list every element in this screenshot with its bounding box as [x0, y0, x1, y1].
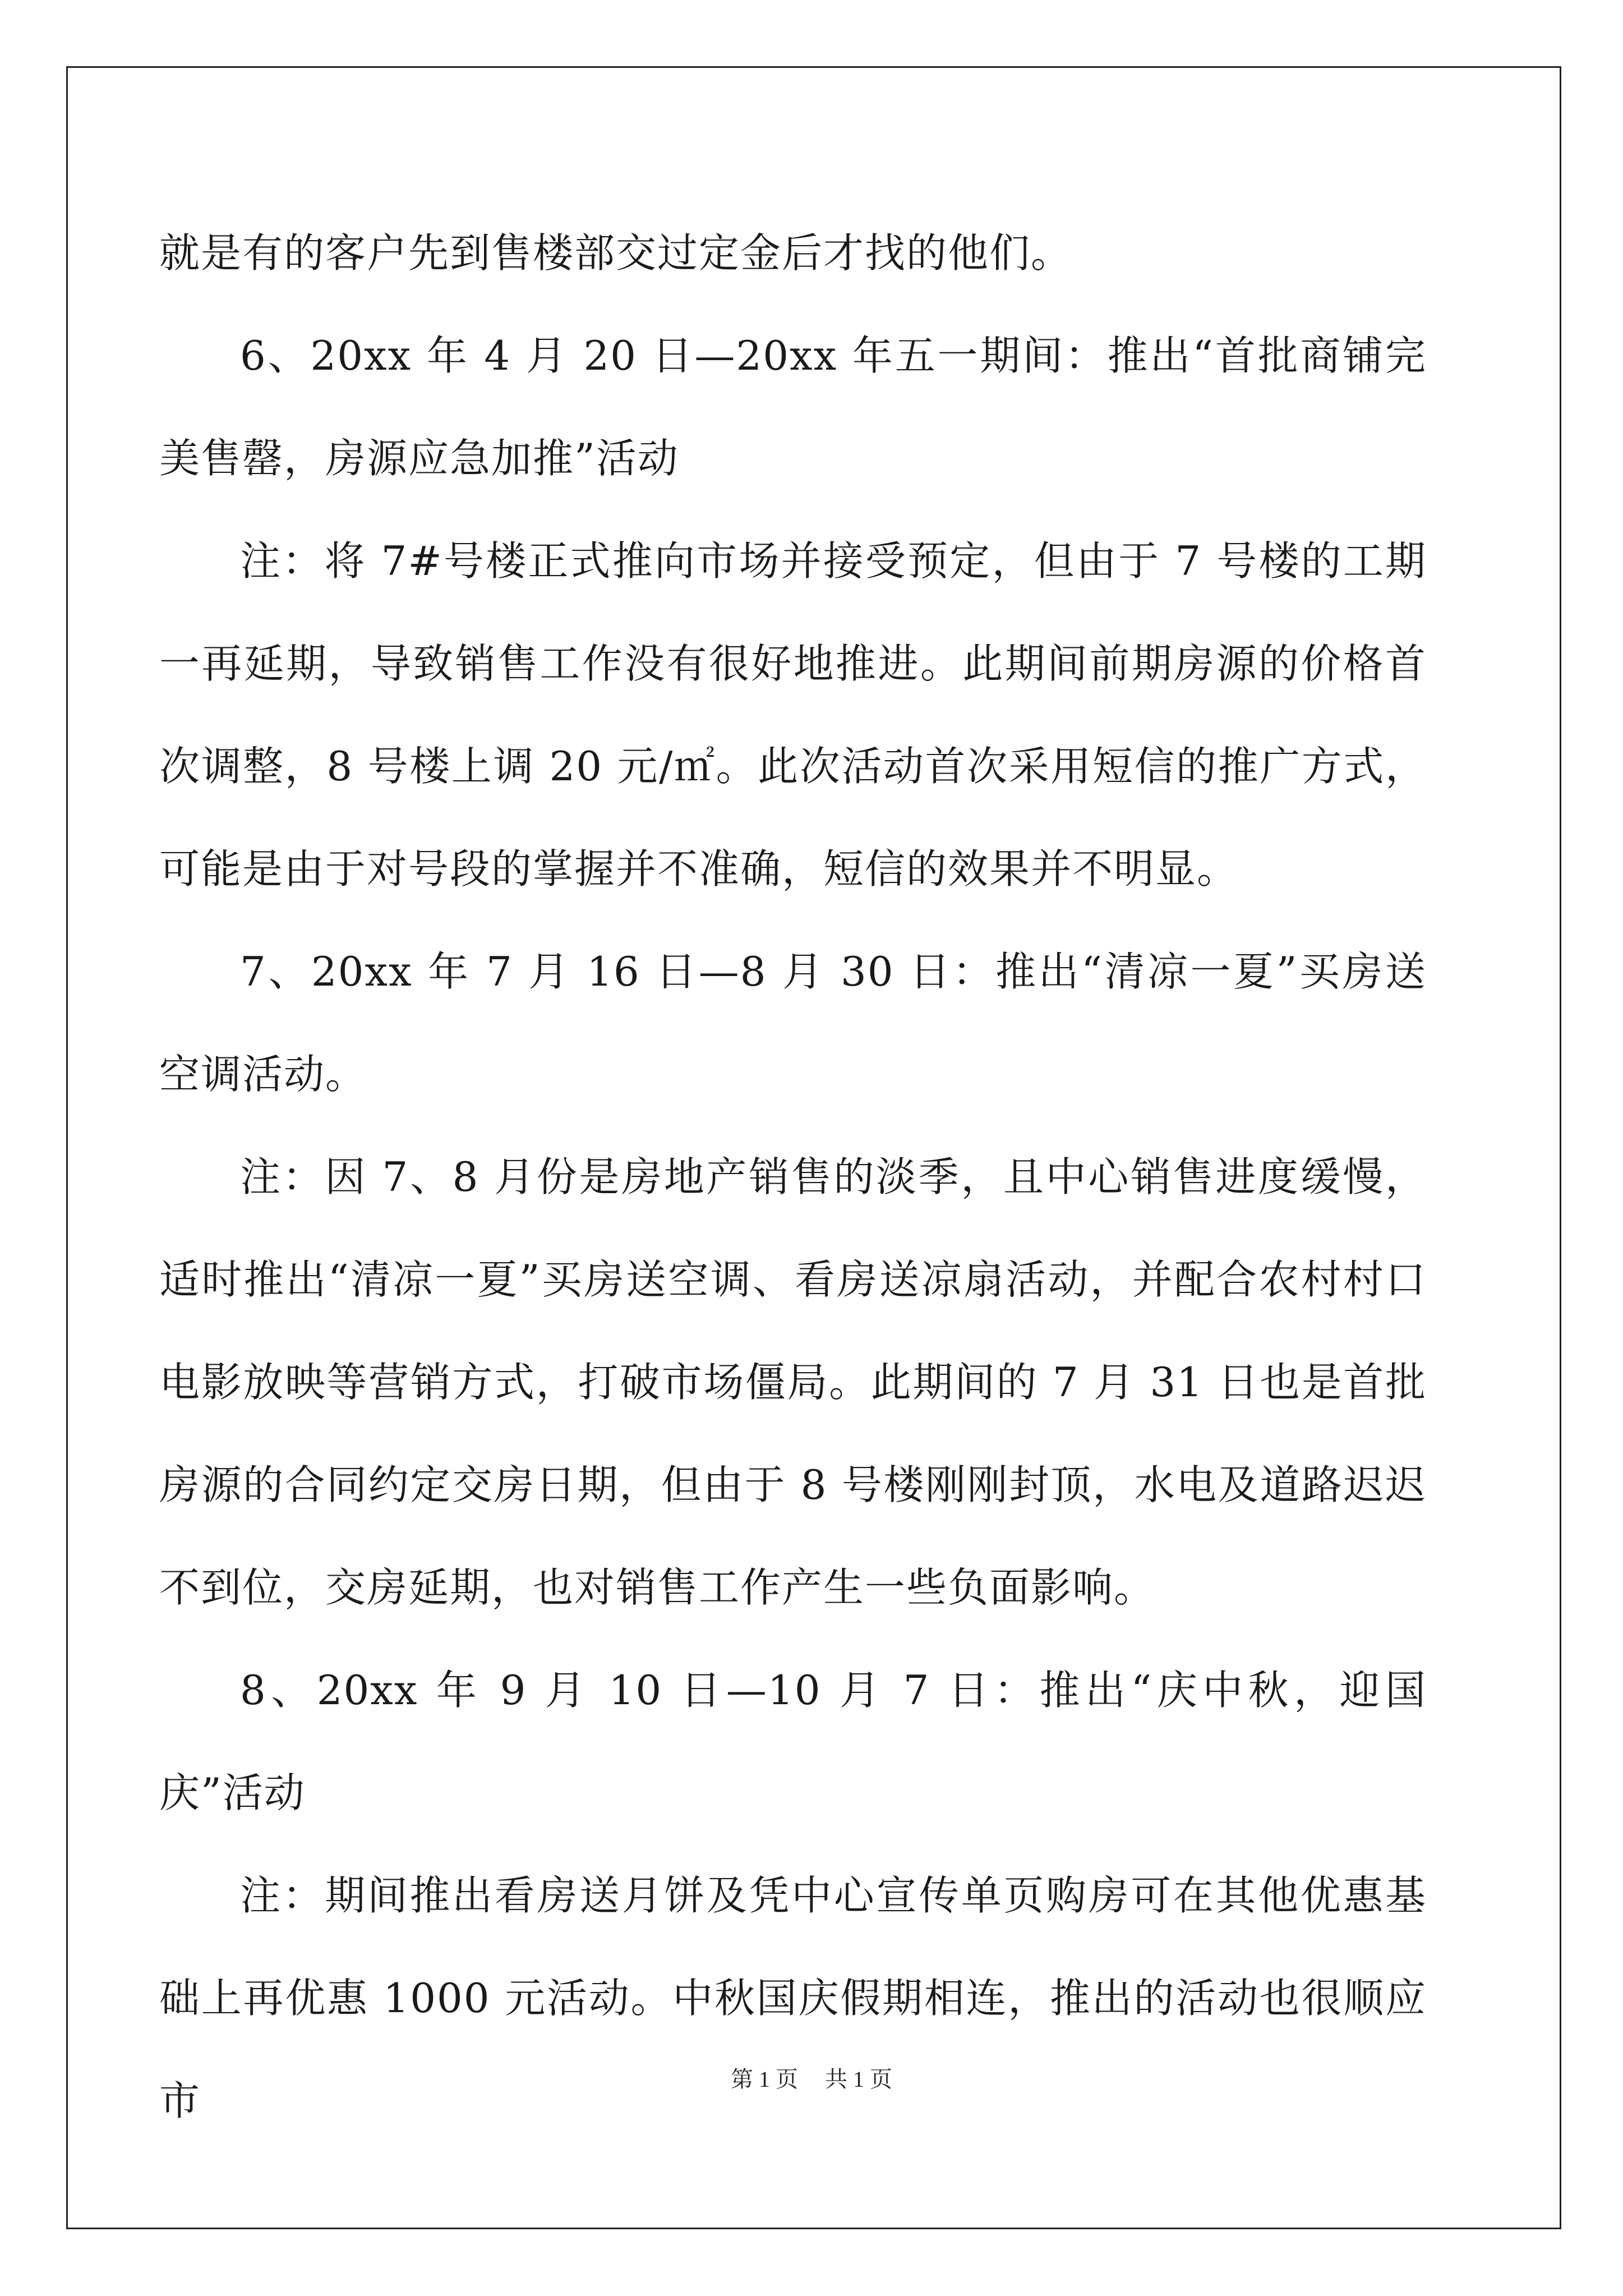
- page-footer: [0, 2062, 1623, 2093]
- paragraph-note-6: 注：将 7#号楼正式推向市场并接受预定，但由于 7 号楼的工期一再延期，导致销售工作没有很好地推进。此期间前期房源的价格首次调整，8 号楼上调 20 元/㎡。此次活动首次采用短信的推广方式，可能是由于对号段的掌握并不准确，短信的效果并不明显。: [159, 537, 1427, 892]
- paragraph-note-7: 注：因 7、8 月份是房地产销售的淡季，且中心销售进度缓慢，适时推出“清凉一夏”买房送空调、看房送凉扇活动，并配合农村村口电影放映等营销方式，打破市场僵局。此期间的 7 月 31 日也是首批房源的合同约定交房日期，但由于 8 号楼刚刚封顶，水电及道路迟迟不到位，交房延期，也对销售工作产生一些负面影响。: [159, 1153, 1427, 1611]
- paragraph-note-8: 注：期间推出看房送月饼及凭中心宣传单页购房可在其他优惠基础上再优惠 1000 元活动。中秋国庆假期相连，推出的活动也很顺应市: [159, 1872, 1427, 2124]
- page-number-current: 第 1 页: [731, 2067, 798, 2092]
- document-body: [159, 202, 1427, 2152]
- paragraph-item-8: 8、20xx 年 9 月 10 日—10 月 7 日：推出“庆中秋，迎国庆”活动: [159, 1667, 1427, 1816]
- paragraph-item-7: 7、20xx 年 7 月 16 日—8 月 30 日：推出“清凉一夏”买房送空调活动。: [159, 948, 1427, 1098]
- paragraph-item-6: 6、20xx 年 4 月 20 日—20xx 年五一期间：推出“首批商铺完美售罄，房源应急加推”活动: [159, 332, 1427, 482]
- paragraph-continued: 就是有的客户先到售楼部交过定金后才找的他们。: [159, 229, 1073, 277]
- page-number-total: 共 1 页: [825, 2067, 892, 2092]
